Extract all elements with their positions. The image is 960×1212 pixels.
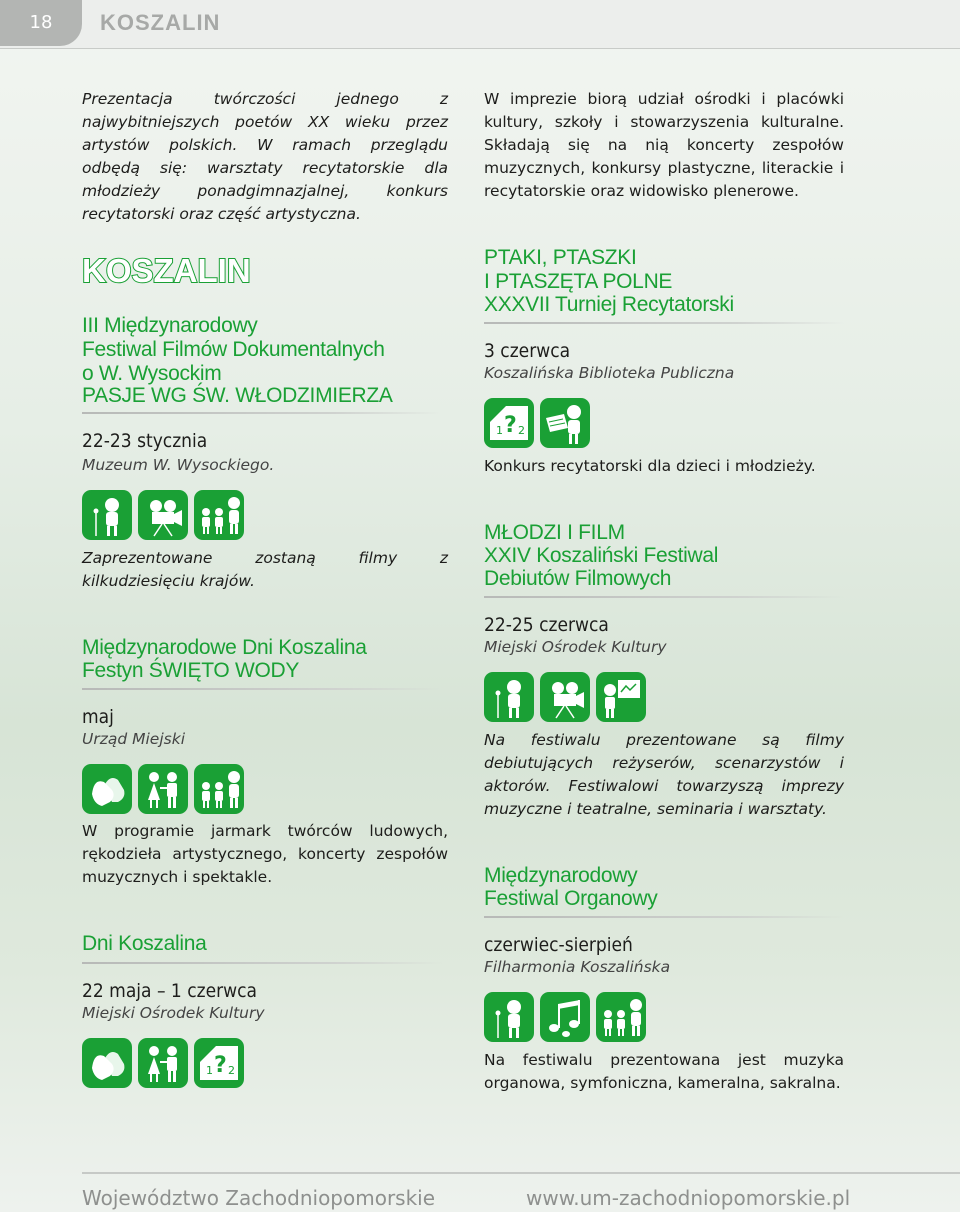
event-date: 22 maja – 1 czerwca bbox=[82, 980, 257, 1002]
event-title: XXIV Koszaliński Festiwal bbox=[484, 544, 719, 567]
microphone-person-icon bbox=[484, 992, 534, 1042]
svg-text:?: ? bbox=[504, 413, 517, 438]
page-number: 18 bbox=[0, 0, 82, 46]
koszalin-logo: KOSZALIN bbox=[82, 252, 251, 289]
family-icon bbox=[194, 764, 244, 814]
event-description: W programie jarmark twórców ludowych, rękodzieła artystycznego, koncerty zespołów muzycznych i spektakle. bbox=[82, 822, 448, 886]
section-title: KOSZALIN bbox=[100, 10, 221, 35]
event-place: Miejski Ośrodek Kultury bbox=[82, 1004, 265, 1022]
microphone-person-icon bbox=[484, 672, 534, 722]
divider bbox=[484, 322, 844, 324]
page-header bbox=[0, 0, 960, 49]
lecture-icon bbox=[596, 672, 646, 722]
event-place: Urząd Miejski bbox=[82, 730, 185, 748]
event-title: Debiutów Filmowych bbox=[484, 567, 672, 590]
footer-url[interactable]: www.um-zachodniopomorskie.pl bbox=[526, 1186, 851, 1210]
svg-text:2: 2 bbox=[518, 424, 525, 437]
clapping-hands-icon bbox=[82, 764, 132, 814]
event-description: Na festiwalu prezentowane są filmy debiutujących reżyserów, scenarzystów i aktorów. Festiwalowi towarzyszą imprezy muzyczne i teatralne, seminaria i warsztaty. bbox=[484, 731, 844, 818]
footer-divider bbox=[82, 1172, 960, 1174]
event-date: 22-23 stycznia bbox=[82, 430, 208, 452]
event-title: I PTASZĘTA POLNE bbox=[484, 270, 673, 293]
event-icons bbox=[484, 992, 646, 1042]
event-place: Muzeum W. Wysockiego. bbox=[82, 456, 275, 474]
event-title: Dni Koszalina bbox=[82, 932, 207, 955]
event-place: Miejski Ośrodek Kultury bbox=[484, 638, 667, 656]
film-camera-icon bbox=[138, 490, 188, 540]
svg-text:1: 1 bbox=[496, 424, 503, 437]
event-date: maj bbox=[82, 706, 114, 728]
event-description: Zaprezentowane zostaną filmy z kilkudziesięciu krajów. bbox=[82, 549, 448, 590]
event-title: Międzynarodowy bbox=[484, 864, 638, 887]
event-title: Festiwal Organowy bbox=[484, 887, 658, 910]
event-description: Na festiwalu prezentowana jest muzyka organowa, symfoniczna, kameralna, sakralna. bbox=[484, 1051, 844, 1092]
event-title: PASJE WG ŚW. WŁODZIMIERZA bbox=[82, 384, 393, 407]
dancing-couple-icon bbox=[138, 764, 188, 814]
film-camera-icon bbox=[540, 672, 590, 722]
footer-region: Województwo Zachodniopomorskie bbox=[82, 1186, 436, 1210]
quiz-icon bbox=[484, 398, 534, 448]
microphone-person-icon bbox=[82, 490, 132, 540]
event-icons bbox=[82, 490, 244, 540]
event-title: PTAKI, PTASZKI bbox=[484, 246, 637, 269]
event-title: MŁODZI I FILM bbox=[484, 521, 625, 544]
event-description: Konkurs recytatorski dla dzieci i młodzieży. bbox=[484, 457, 816, 475]
svg-text:?: ? bbox=[214, 1053, 227, 1078]
event-title: o W. Wysockim bbox=[82, 362, 222, 385]
divider bbox=[484, 916, 844, 918]
family-icon bbox=[194, 490, 244, 540]
event-icons bbox=[82, 764, 244, 814]
event-title: Festyn ŚWIĘTO WODY bbox=[82, 659, 300, 682]
event-title: III Międzynarodowy bbox=[82, 314, 258, 337]
family-icon bbox=[596, 992, 646, 1042]
event-icons bbox=[484, 398, 590, 448]
divider bbox=[484, 596, 844, 598]
reading-person-icon bbox=[540, 398, 590, 448]
svg-text:2: 2 bbox=[228, 1064, 235, 1077]
divider bbox=[82, 688, 442, 690]
event-date: czerwiec-sierpień bbox=[484, 934, 633, 956]
event-icons bbox=[484, 672, 646, 722]
quiz-icon bbox=[194, 1038, 244, 1088]
svg-text:1: 1 bbox=[206, 1064, 213, 1077]
event-title: Międzynarodowe Dni Koszalina bbox=[82, 636, 367, 659]
event-title: Festiwal Filmów Dokumentalnych bbox=[82, 338, 385, 361]
clapping-hands-icon bbox=[82, 1038, 132, 1088]
music-notes-icon bbox=[540, 992, 590, 1042]
event-icons bbox=[82, 1038, 244, 1088]
divider bbox=[82, 962, 442, 964]
event-place: Filharmonia Koszalińska bbox=[484, 958, 671, 976]
event-title: XXXVII Turniej Recytatorski bbox=[484, 293, 734, 316]
divider bbox=[82, 412, 442, 414]
event-date: 22-25 czerwca bbox=[484, 614, 609, 636]
intro-paragraph: W imprezie biorą udział ośrodki i placówki kultury, szkoły i stowarzyszenia kulturalne. Składają się na nią koncerty zespołów muzycznych, konkursy plastyczne, literackie i recytatorskie oraz widowisko plenerowe. bbox=[484, 90, 844, 200]
event-date: 3 czerwca bbox=[484, 340, 571, 362]
event-place: Koszalińska Biblioteka Publiczna bbox=[484, 364, 735, 382]
dancing-couple-icon bbox=[138, 1038, 188, 1088]
intro-paragraph: Prezentacja twórczości jednego z najwybitniejszych poetów XX wieku przez artystów polskich. W ramach przeglądu odbędą się: warsztaty recytatorskie dla młodzieży ponadgimnazjalnej, konkurs recytatorski oraz część artystyczna. bbox=[82, 90, 448, 223]
